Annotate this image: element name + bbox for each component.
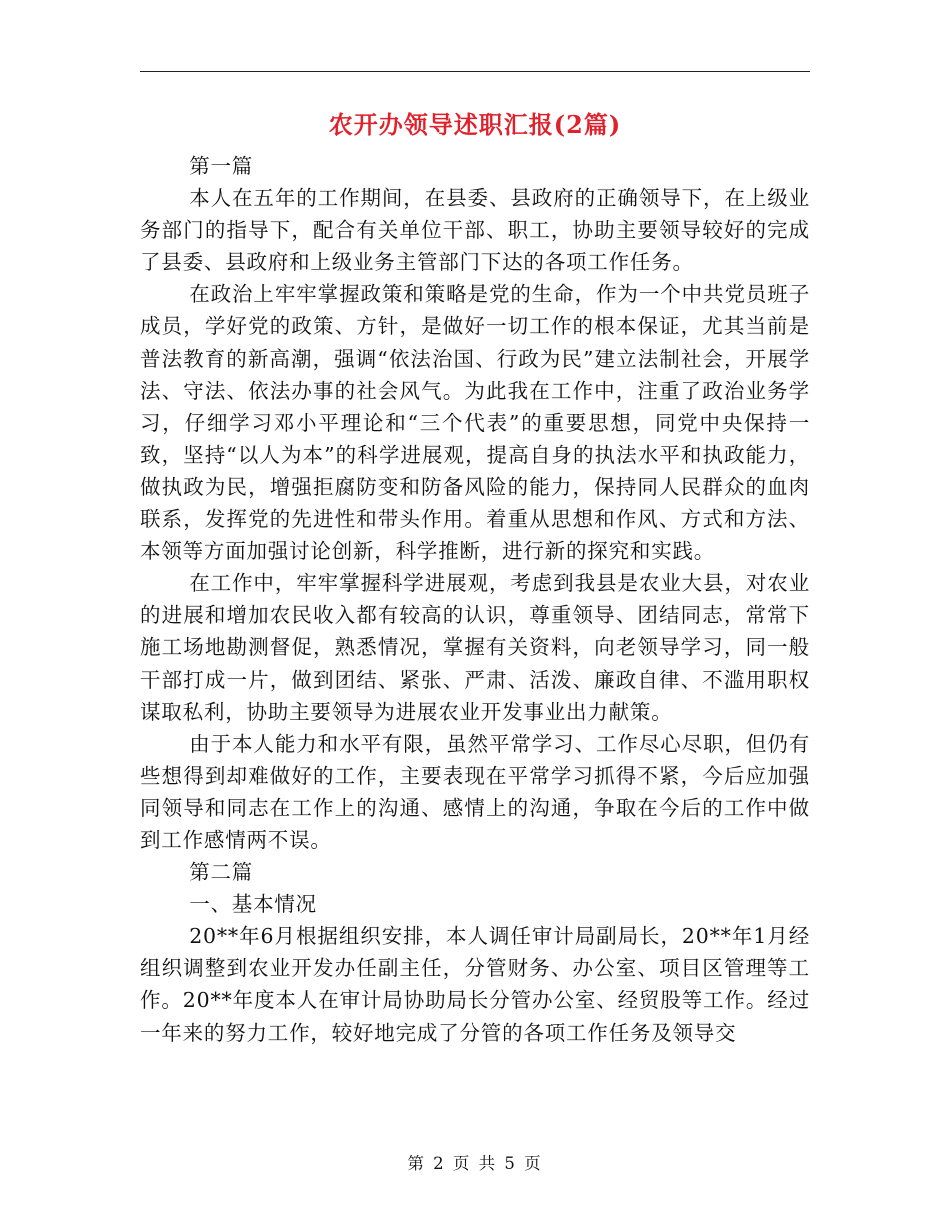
paragraph: 本人在五年的工作期间，在县委、县政府的正确领导下，在上级业务部门的指导下，配合有关单位干部、职工，协助主要领导较好的完成了县委、县政府和上级业务主管部门下达的各项工作任务。 — [140, 186, 810, 275]
paragraph: 在工作中，牢牢掌握科学进展观，考虑到我县是农业大县，对农业的进展和增加农民收入都有较高的认识，尊重领导、团结同志，常常下施工场地勘测督促，熟悉情况，掌握有关资料，向老领导学习，同一般干部打成一片，做到团结、紧张、严肃、活泼、廉政自律、不滥用职权谋取私利，协助主要领导为进展农业开发事业出力献策。 — [140, 571, 810, 724]
paragraph: 第二篇 — [189, 860, 254, 885]
paragraph: 20**年6月根据组织安排，本人调任审计局副局长，20**年1月经组织调整到农业开发办任副主任，分管财务、办公室、项目区管理等工作。20**年度本人在审计局协助局长分管办公室、经贸股等工作。经过一年来的努力工作，较好地完成了分管的各项工作任务及领导交 — [140, 924, 810, 1045]
paragraph: 第一篇 — [189, 154, 254, 178]
paragraph: 一、基本情况 — [189, 892, 317, 917]
header-rule — [140, 71, 810, 72]
page-footer: 第 2 页 共 5 页 — [407, 1154, 543, 1173]
paragraph: 在政治上牢牢掌握政策和策略是党的生命，作为一个中共党员班子成员，学好党的政策、方针，是做好一切工作的根本保证，尤其当前是普法教育的新高潮，强调“依法治国、行政为民”建立法制社会，开展学法、守法、依法办事的社会风气。为此我在工作中，注重了政治业务学习，仔细学习邓小平理论和“三个代表”的重要思想，同党中央保持一致，坚持“以人为本”的科学进展观，提高自身的执法水平和执政能力，做执政为民，增强拒腐防变和防备风险的能力，保持同人民群众的血肉联系，发挥党的先进性和带头作用。着重从思想和作风、方式和方法、本领等方面加强讨论创新，科学推断，进行新的探究和实践。 — [140, 282, 810, 564]
document-body — [140, 150, 810, 1049]
paragraph: 由于本人能力和水平有限，虽然平常学习、工作尽心尽职，但仍有些想得到却难做好的工作，主要表现在平常学习抓得不紧，今后应加强同领导和同志在工作上的沟通、感情上的沟通，争取在今后的工作中做到工作感情两不误。 — [140, 731, 810, 852]
document-title: 农开办领导述职汇报(2篇) — [328, 110, 622, 139]
